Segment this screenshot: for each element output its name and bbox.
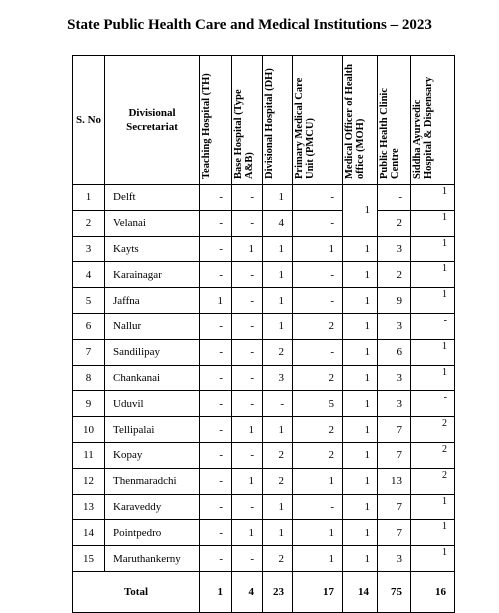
cell-sn: 4 xyxy=(73,262,105,288)
cell-sid: - xyxy=(411,391,455,417)
table-row xyxy=(73,339,455,365)
cell-phcc: 9 xyxy=(378,288,411,314)
cell-sid: 2 xyxy=(411,442,455,468)
cell-th: - xyxy=(200,391,232,417)
cell-pmcu: 1 xyxy=(293,468,343,494)
cell-bh: - xyxy=(232,546,263,572)
cell-phcc: 7 xyxy=(378,520,411,546)
cell-dh: 1 xyxy=(263,494,293,520)
cell-sn: 8 xyxy=(73,365,105,391)
cell-th: - xyxy=(200,546,232,572)
cell-bh: - xyxy=(232,313,263,339)
cell-phcc: 2 xyxy=(378,262,411,288)
cell-bh: 1 xyxy=(232,468,263,494)
cell-moh: 1 xyxy=(343,288,378,314)
cell-dh: 2 xyxy=(263,442,293,468)
cell-pmcu: - xyxy=(293,210,343,236)
cell-sn: 10 xyxy=(73,417,105,443)
cell-th: - xyxy=(200,442,232,468)
table-row xyxy=(73,185,455,211)
cell-sid: 2 xyxy=(411,417,455,443)
cell-th: - xyxy=(200,262,232,288)
cell-bh: - xyxy=(232,494,263,520)
cell-dh: 1 xyxy=(263,236,293,262)
total-th: 1 xyxy=(200,571,232,612)
cell-pmcu: 2 xyxy=(293,442,343,468)
cell-moh: 1 xyxy=(343,468,378,494)
cell-sn: 12 xyxy=(73,468,105,494)
cell-bh: - xyxy=(232,442,263,468)
cell-dh: - xyxy=(263,391,293,417)
table-row xyxy=(73,365,455,391)
cell-th: - xyxy=(200,520,232,546)
cell-phcc: 13 xyxy=(378,468,411,494)
cell-ds: Thenmaradchi xyxy=(105,468,200,494)
cell-th: - xyxy=(200,210,232,236)
cell-sn: 13 xyxy=(73,494,105,520)
cell-sid: 1 xyxy=(411,494,455,520)
cell-dh: 1 xyxy=(263,520,293,546)
cell-dh: 2 xyxy=(263,546,293,572)
cell-ds: Pointpedro xyxy=(105,520,200,546)
cell-ds: Kopay xyxy=(105,442,200,468)
total-phcc: 75 xyxy=(378,571,411,612)
cell-ds: Uduvil xyxy=(105,391,200,417)
cell-sid: 2 xyxy=(411,468,455,494)
total-sid: 16 xyxy=(411,571,455,612)
header-row xyxy=(73,56,455,185)
total-pmcu: 17 xyxy=(293,571,343,612)
cell-th: - xyxy=(200,417,232,443)
cell-phcc: - xyxy=(378,185,411,211)
cell-dh: 1 xyxy=(263,262,293,288)
cell-phcc: 7 xyxy=(378,417,411,443)
header-base-hospital: Base Hospital (Type A&B) xyxy=(232,56,263,185)
total-moh: 14 xyxy=(343,571,378,612)
cell-ds: Chankanai xyxy=(105,365,200,391)
total-label: Total xyxy=(73,571,200,612)
cell-sid: 1 xyxy=(411,365,455,391)
cell-bh: - xyxy=(232,262,263,288)
table-row xyxy=(73,313,455,339)
cell-sn: 6 xyxy=(73,313,105,339)
cell-sn: 5 xyxy=(73,288,105,314)
table-row xyxy=(73,236,455,262)
cell-moh: 1 xyxy=(343,185,378,237)
cell-th: - xyxy=(200,236,232,262)
cell-pmcu: 5 xyxy=(293,391,343,417)
table-row xyxy=(73,288,455,314)
cell-ds: Velanai xyxy=(105,210,200,236)
cell-moh: 1 xyxy=(343,417,378,443)
cell-pmcu: - xyxy=(293,494,343,520)
cell-pmcu: 2 xyxy=(293,365,343,391)
cell-th: - xyxy=(200,494,232,520)
cell-th: 1 xyxy=(200,288,232,314)
cell-dh: 2 xyxy=(263,468,293,494)
cell-sn: 2 xyxy=(73,210,105,236)
cell-moh: 1 xyxy=(343,546,378,572)
cell-bh: - xyxy=(232,288,263,314)
cell-phcc: 7 xyxy=(378,442,411,468)
cell-pmcu: 2 xyxy=(293,313,343,339)
header-pmcu: Primary Medical Care Unit (PMCU) xyxy=(293,56,343,185)
cell-dh: 1 xyxy=(263,417,293,443)
header-moh: Medical Officer of Health office (MOH) xyxy=(343,56,378,185)
table-row xyxy=(73,468,455,494)
cell-pmcu: - xyxy=(293,339,343,365)
cell-ds: Karainagar xyxy=(105,262,200,288)
total-dh: 23 xyxy=(263,571,293,612)
cell-phcc: 3 xyxy=(378,313,411,339)
cell-sid: 1 xyxy=(411,520,455,546)
page-title: State Public Health Care and Medical Institutions – 2023 xyxy=(67,17,432,33)
cell-ds: Karaveddy xyxy=(105,494,200,520)
cell-sid: 1 xyxy=(411,185,455,211)
cell-phcc: 3 xyxy=(378,365,411,391)
cell-ds: Delft xyxy=(105,185,200,211)
cell-dh: 1 xyxy=(263,185,293,211)
cell-sid: - xyxy=(411,313,455,339)
cell-sn: 1 xyxy=(73,185,105,211)
cell-sn: 7 xyxy=(73,339,105,365)
cell-pmcu: - xyxy=(293,185,343,211)
cell-bh: 1 xyxy=(232,520,263,546)
cell-sid: 1 xyxy=(411,546,455,572)
cell-sid: 1 xyxy=(411,210,455,236)
cell-bh: 1 xyxy=(232,417,263,443)
cell-pmcu: 1 xyxy=(293,546,343,572)
table-row xyxy=(73,417,455,443)
cell-th: - xyxy=(200,468,232,494)
cell-dh: 1 xyxy=(263,313,293,339)
table-row xyxy=(73,210,455,236)
cell-dh: 1 xyxy=(263,288,293,314)
cell-bh: 1 xyxy=(232,236,263,262)
cell-pmcu: - xyxy=(293,288,343,314)
cell-moh: 1 xyxy=(343,391,378,417)
cell-sn: 3 xyxy=(73,236,105,262)
cell-bh: - xyxy=(232,365,263,391)
cell-dh: 2 xyxy=(263,339,293,365)
cell-pmcu: - xyxy=(293,262,343,288)
header-siddha-ayurvedic: Siddha Ayurvedic Hospital & Dispensary xyxy=(411,56,455,185)
cell-ds: Maruthankerny xyxy=(105,546,200,572)
cell-moh: 1 xyxy=(343,442,378,468)
header-phcc: Public Health Clinic Centre xyxy=(378,56,411,185)
cell-moh: 1 xyxy=(343,520,378,546)
cell-moh: 1 xyxy=(343,262,378,288)
cell-ds: Tellipalai xyxy=(105,417,200,443)
cell-ds: Jaffna xyxy=(105,288,200,314)
cell-phcc: 6 xyxy=(378,339,411,365)
cell-sid: 1 xyxy=(411,262,455,288)
table-row xyxy=(73,442,455,468)
cell-pmcu: 2 xyxy=(293,417,343,443)
cell-ds: Sandilipay xyxy=(105,339,200,365)
cell-phcc: 3 xyxy=(378,391,411,417)
cell-phcc: 3 xyxy=(378,236,411,262)
cell-ds: Nallur xyxy=(105,313,200,339)
cell-sn: 15 xyxy=(73,546,105,572)
cell-sid: 1 xyxy=(411,339,455,365)
cell-th: - xyxy=(200,339,232,365)
cell-bh: - xyxy=(232,185,263,211)
cell-pmcu: 1 xyxy=(293,236,343,262)
cell-sid: 1 xyxy=(411,288,455,314)
cell-dh: 4 xyxy=(263,210,293,236)
cell-th: - xyxy=(200,313,232,339)
cell-sid: 1 xyxy=(411,236,455,262)
cell-bh: - xyxy=(232,391,263,417)
cell-sn: 9 xyxy=(73,391,105,417)
table-row xyxy=(73,520,455,546)
cell-moh: 1 xyxy=(343,365,378,391)
cell-phcc: 7 xyxy=(378,494,411,520)
table-row xyxy=(73,391,455,417)
cell-phcc: 3 xyxy=(378,546,411,572)
cell-bh: - xyxy=(232,210,263,236)
cell-ds: Kayts xyxy=(105,236,200,262)
table-row xyxy=(73,262,455,288)
cell-th: - xyxy=(200,365,232,391)
header-sn: S. No xyxy=(73,56,105,185)
cell-moh: 1 xyxy=(343,339,378,365)
cell-phcc: 2 xyxy=(378,210,411,236)
header-divisional-hospital: Divisional Hospital (DH) xyxy=(263,56,293,185)
cell-sn: 11 xyxy=(73,442,105,468)
cell-pmcu: 1 xyxy=(293,520,343,546)
table-row xyxy=(73,546,455,572)
header-teaching-hospital: Teaching Hospital (TH) xyxy=(200,56,232,185)
cell-moh: 1 xyxy=(343,313,378,339)
health-institutions-table xyxy=(72,55,455,613)
cell-dh: 3 xyxy=(263,365,293,391)
total-bh: 4 xyxy=(232,571,263,612)
table-row xyxy=(73,494,455,520)
header-divisional-secretariat: Divisional Secretariat xyxy=(105,56,200,185)
cell-bh: - xyxy=(232,339,263,365)
cell-th: - xyxy=(200,185,232,211)
cell-sn: 14 xyxy=(73,520,105,546)
cell-moh: 1 xyxy=(343,236,378,262)
cell-moh: 1 xyxy=(343,494,378,520)
